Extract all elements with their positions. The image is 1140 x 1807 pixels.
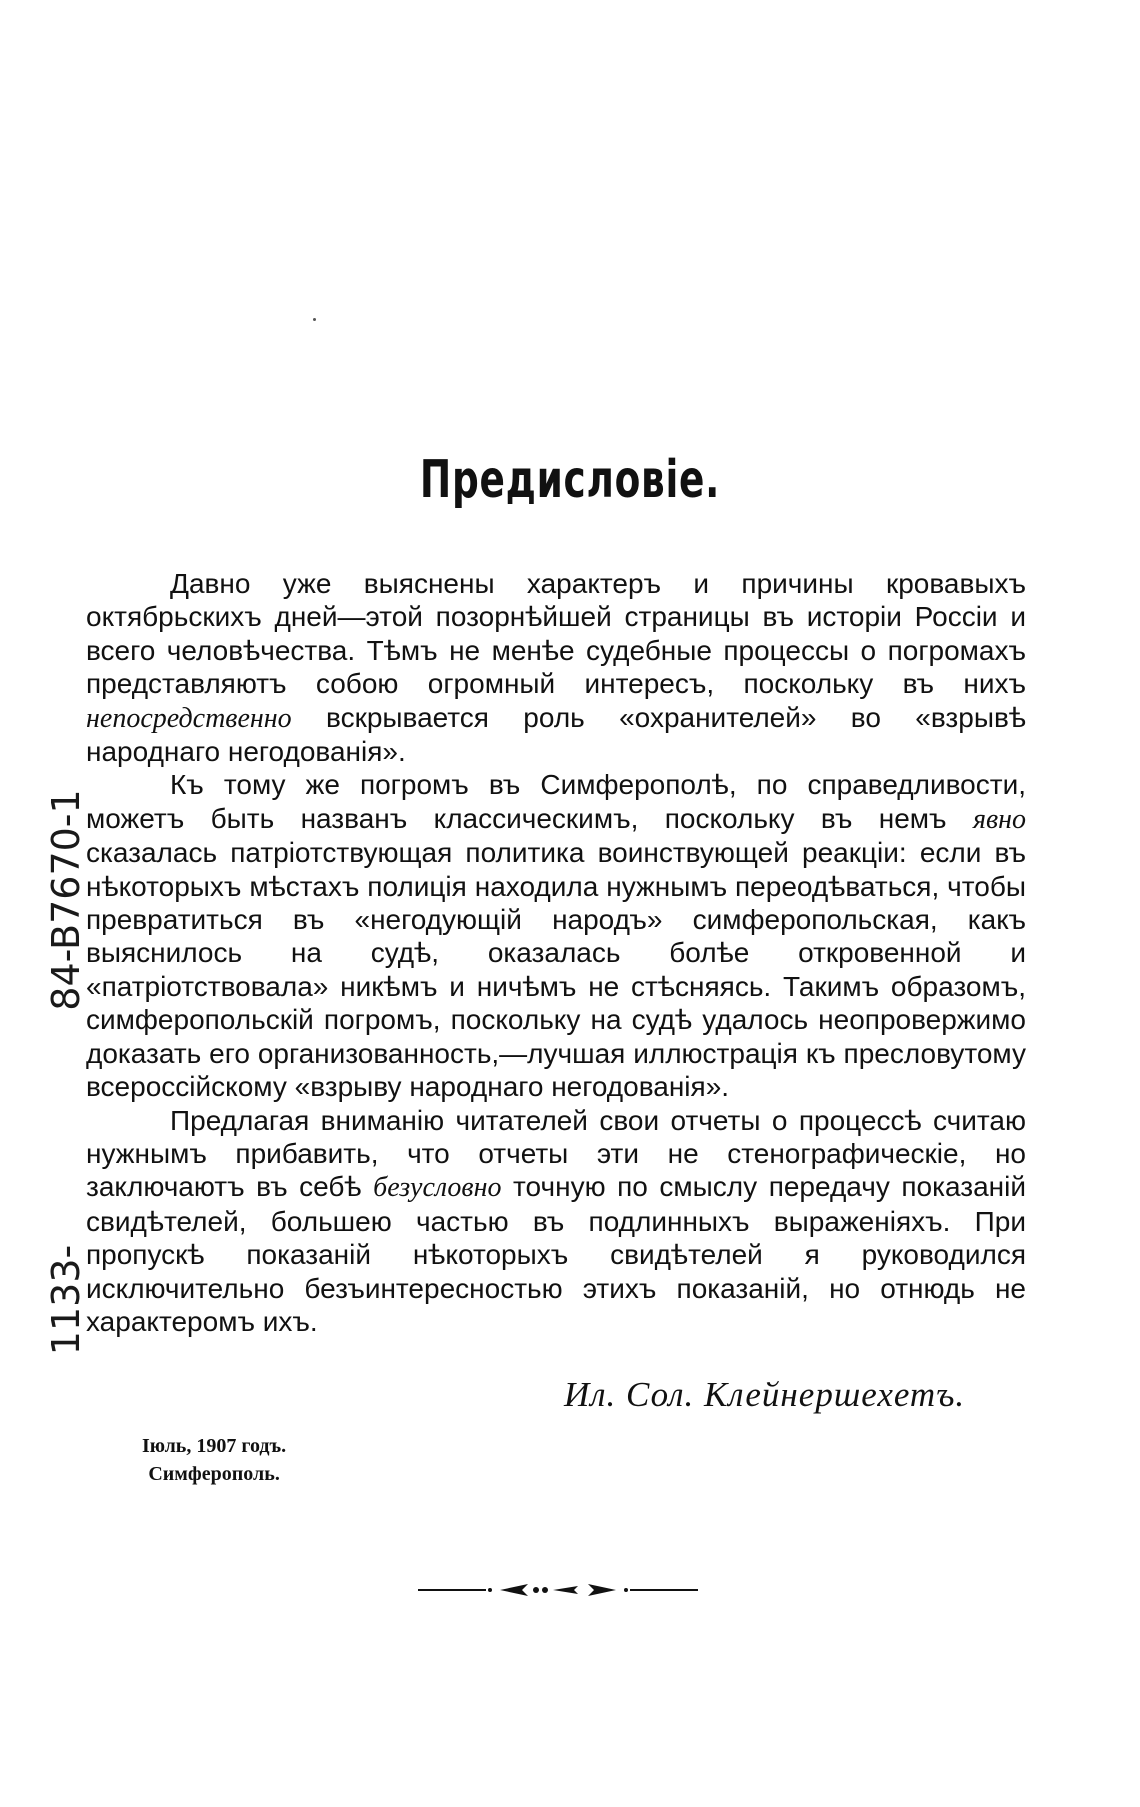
paragraph-1: Давно уже выяснены характеръ и причины кровавыхъ октябрьскихъ дней—этой позорнѣйшей страницы въ исторіи Россіи и всего человѣчества. Тѣмъ не менѣе судебные процессы о погромахъ представляютъ собою огромный интересъ, поскольку въ нихъ непосредственно вскрывается роль «охранителей» во «взрывѣ народнаго негодованія». <box>86 568 1026 768</box>
paper-speck <box>313 318 316 321</box>
date-line: Іюль, 1907 годъ. <box>142 1435 287 1457</box>
page-title: Предисловіе. <box>419 450 721 510</box>
emphasis-word: безусловно <box>373 1172 502 1204</box>
place-line: Симферополь. <box>148 1463 280 1485</box>
ornament-divider-icon <box>418 1578 698 1602</box>
preface-body <box>86 567 1026 1338</box>
date-place-block <box>142 1432 286 1488</box>
margin-shelfmark: 84-B7670-1 <box>44 789 88 1011</box>
emphasis-word: непосредственно <box>86 702 292 734</box>
author-signature: Ил. Сол. Клейнершехетъ. <box>564 1375 966 1414</box>
paragraph-3: Предлагая вниманію читателей свои отчеты о процессѣ считаю нужнымъ прибавить, что отчеты эти не стенографическіе, но заключаютъ въ себѣ безусловно точную по смыслу передачу показаній свидѣтелей, большею частью въ подлинныхъ выраженіяхъ. При пропускѣ показаній нѣкоторыхъ свидѣтелей я руководился исключительно безъинтересностью этихъ показаній, но отнюдь не характеромъ ихъ. <box>86 1104 1026 1337</box>
emphasis-word: явно <box>972 803 1026 835</box>
margin-shelfmark-secondary: 1133- <box>44 1244 88 1356</box>
paragraph-2: Къ тому же погромъ въ Симферополѣ, по справедливости, можетъ быть названъ классическимъ, поскольку въ немъ явно сказалась патріотствующая политика воинствующей реакціи: если въ нѣкоторыхъ мѣстахъ полиція находила нужнымъ переодѣваться, чтобы превратиться въ «негодующій народъ» симферопольская, какъ выяснилось на судѣ, оказалась болѣе откровенной и «патріотствовала» никѣмъ и ничѣмъ не стѣсняясь. Такимъ образомъ, симферопольскій погромъ, поскольку на судѣ удалось неопровержимо доказать его организованность,—лучшая иллюстрація къ пресловутому всероссійскому «взрыву народнаго негодованія». <box>86 769 1026 1103</box>
